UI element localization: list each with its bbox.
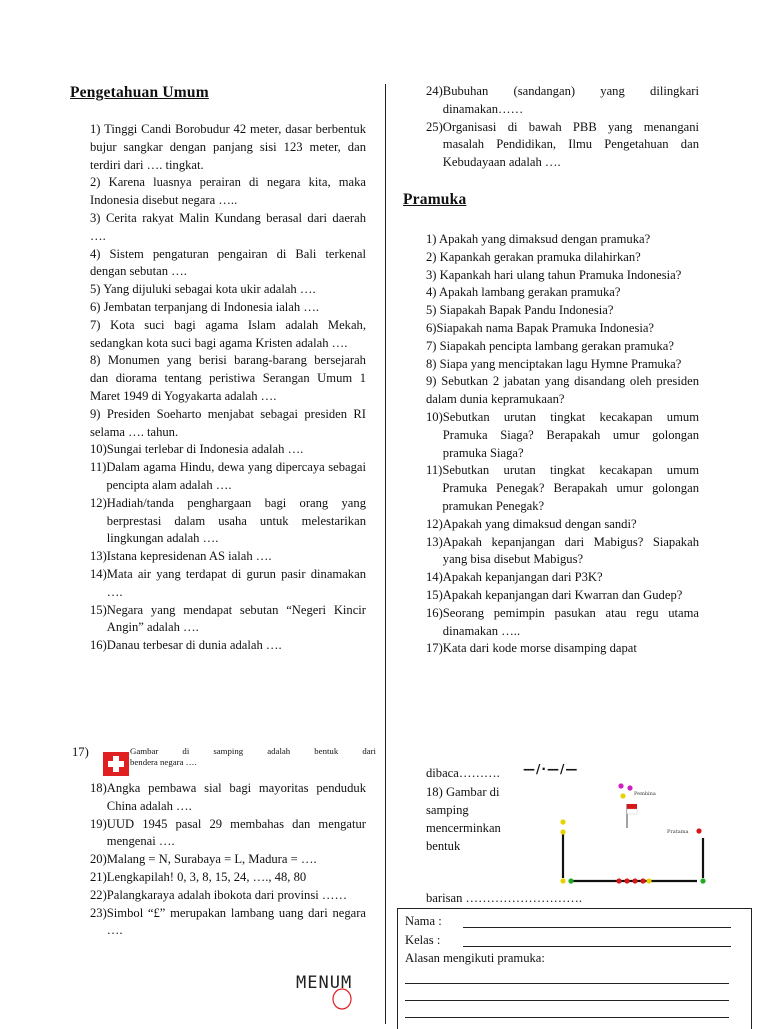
question-24: 24) Bubuhan (sandangan) yang dilingkari dinamakan…… [426,84,699,116]
scout-question-list [426,231,699,658]
question-9: 9) Presiden Soeharto menjabat sebagai presiden RI selama …. tahun. [90,406,366,439]
class-input-line[interactable] [463,945,731,947]
reason-input-line-3[interactable] [405,1016,729,1018]
formation-diagram [556,782,708,888]
question-1: 1) Tinggi Candi Borobudur 42 meter, dasar berbentuk bujur sangkar dengan panjang sisi 123 meter, dan terdiri dari …. tingkat. [90,122,367,172]
name-input-line[interactable] [463,926,731,928]
scout-question-15: 15) Apakah kepanjangan dari Kwarran dan Gudep? [426,587,683,602]
question-4: 4) Sistem pengaturan pengairan di Bali terkenal dengan sebutan …. [90,246,366,279]
question-23: 23) Simbol “£” merupakan lambang uang dari negara …. [90,905,366,938]
scout-question-18-line5: barisan ………………………. [426,891,583,905]
morse-code: —/·—/— [523,762,579,776]
question-22: 22) Palangkaraya adalah ibokota dari provinsi …… [90,887,348,902]
scout-question-6: 6) Siapakah nama Bapak Pramuka Indonesia? [426,320,655,335]
question-13: 13) Istana kepresidenan AS ialah …. [90,549,272,564]
class-row [405,932,731,950]
scout-question-11: 11) Sebutkan urutan tingkat kecakapan umum Pramuka Penegak? Berapakah umur golongan pramukan Penegak? [426,463,699,513]
scout-question-7: 7) Siapakah pencipta lambang gerakan pramuka? [426,338,674,353]
general-knowledge-list-2 [90,780,366,940]
general-knowledge-list [90,121,366,655]
question-8: 8) Monumen yang berisi barang-barang bersejarah dan diorama tentang peristiwa Serangan Umum 1 Maret 1949 di Yogyakarta adalah …. [90,353,366,403]
question-16: 16) Danau terbesar di dunia adalah …. [90,638,282,653]
svg-text:Pembina: Pembina [634,791,656,797]
scout-question-16: 16) Seorang pemimpin pasukan atau regu utama dinamakan ….. [426,605,699,638]
question-19: 19) UUD 1945 pasal 29 membahas dan mengatur mengenai …. [90,816,366,849]
scout-question-14: 14) Apakah kepanjangan dari P3K? [426,570,603,585]
reason-input-line-1[interactable] [405,982,729,984]
reason-row [405,950,545,968]
svg-text:Pratama: Pratama [667,829,689,835]
question-7: 7) Kota suci bagi agama Islam adalah Mekah, sedangkan kota suci bagi agama Kristen adalah …. [90,317,366,350]
name-row [405,913,731,931]
scout-question-12: 12) Apakah yang dimaksud dengan sandi? [426,516,637,531]
question-2: 2) Karena luasnya perairan di negara kita, maka Indonesia disebut negara ….. [90,175,366,208]
question-18: 18) Angka pembawa sial bagi mayoritas penduduk China adalah …. [90,781,366,813]
swiss-flag-icon [103,752,129,776]
section-title-pengetahuan-umum: Pengetahuan Umum [70,84,209,101]
name-label: Nama : [405,914,442,928]
question-25: 25) Organisasi di bawah PBB yang menangani masalah Pendidikan, Ilmu Pengetahuan dan Kebudayaan adalah …. [426,119,699,170]
reason-input-line-2[interactable] [405,999,729,1001]
scout-question-9: 9) Sebutkan 2 jabatan yang disandang oleh presiden dalam dunia kepramukaan? [426,374,699,407]
question-12: 12) Hadiah/tanda penghargaan bagi orang yang berprestasi dalam usaha untuk melestarikan lingkungan adalah …. [90,495,366,546]
scout-question-3: 3) Kapankah hari ulang tahun Pramuka Indonesia? [426,267,682,282]
question-15: 15) Negara yang mendapat sebutan “Negeri Kincir Angin” adalah …. [90,602,366,635]
scout-question-10: 10) Sebutkan urutan tingkat kecakapan umum Pramuka Siaga? Berapakah umur golongan pramuka Siaga? [426,409,699,460]
reason-label: Alasan mengikuti pramuka: [405,951,545,965]
question-14: 14) Mata air yang terdapat di gurun pasir dinamakan …. [90,566,366,599]
signature-logo: MENUM [296,973,376,1013]
class-label: Kelas : [405,933,441,947]
question-5: 5) Yang dijuluki sebagai kota ukir adalah …. [90,282,316,297]
column-divider [385,84,386,1024]
question-17-number: 17) [72,745,89,759]
question-11: 11) Dalam agama Hindu, dewa yang dipercaya sebagai pencipta alam adalah …. [90,460,366,492]
section-title-pramuka: Pramuka [403,191,467,208]
scout-question-1: 1) Apakah yang dimaksud dengan pramuka? [426,232,651,246]
scout-question-8: 8) Siapa yang menciptakan lagu Hymne Pramuka? [426,356,682,371]
question-6: 6) Jembatan terpanjang di Indonesia ialah …. [90,299,320,314]
question-10: 10) Sungai terlebar di Indonesia adalah …. [90,442,304,457]
scout-question-13: 13) Apakah kepanjangan dari Mabigus? Siapakah yang bisa disebut Mabigus? [426,534,699,567]
question-20: 20) Malang = N, Surabaya = L, Madura = …. [90,852,317,867]
scout-question-2: 2) Kapankah gerakan pramuka dilahirkan? [426,249,641,264]
scout-question-4: 4) Apakah lambang gerakan pramuka? [426,285,621,300]
scout-question-17-line2: dibaca………. [426,766,500,780]
student-info-form [397,908,752,1029]
scout-question-18: 18) Gambar di samping mencerminkan bentuk [426,785,501,853]
question-17-text: Gambar di samping adalah bentuk dari bendera negara …. [130,746,376,767]
scout-question-17: 17) Kata dari kode morse disamping dapat [426,641,637,656]
question-21: 21) Lengkapilah! 0, 3, 8, 15, 24, …., 48, 80 [90,869,307,884]
general-knowledge-list-3 [426,83,699,172]
scout-question-5: 5) Siapakah Bapak Pandu Indonesia? [426,303,614,318]
question-3: 3) Cerita rakyat Malin Kundang berasal dari daerah …. [90,210,366,243]
